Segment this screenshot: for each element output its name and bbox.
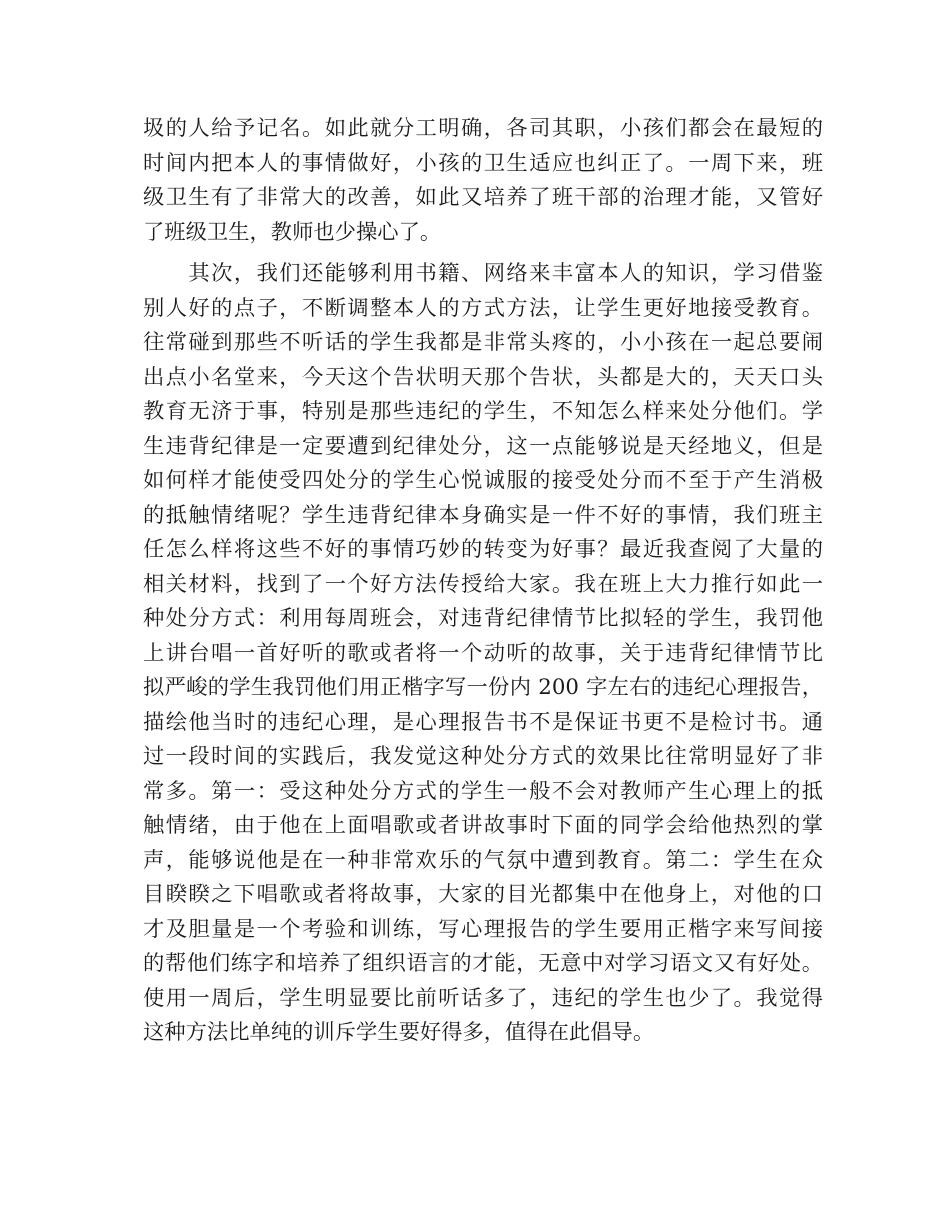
text-line: 使用一周后，学生明显要比前听话多了，违纪的学生也少了。我觉得	[143, 985, 823, 1011]
text-line: 圾的人给予记名。如此就分工明确，各司其职，小孩们都会在最短的	[143, 116, 823, 141]
text-line: 其次，我们还能够利用书籍、网络来丰富本人的知识，学习借鉴	[143, 261, 823, 286]
text-line: 常多。第一：受这种处分方式的学生一般不会对教师产生心理上的抵	[143, 778, 823, 804]
text-line: 这种方法比单纯的训斥学生要好得多，值得在此倡导。	[143, 1020, 655, 1045]
text-line: 描绘他当时的违纪心理，是心理报告书不是保证书更不是检讨书。通	[143, 709, 823, 735]
text-line: 往常碰到那些不听话的学生我都是非常头疼的，小小孩在一起总要闹	[143, 330, 823, 355]
text-line: 了班级卫生，教师也少操心了。	[143, 219, 442, 245]
text-line: 教育无济于事，特别是那些违纪的学生，不知怎么样来处分他们。学	[143, 399, 823, 424]
text-line: 拟严峻的学生我罚他们用正楷字写一份内 200 字左右的违纪心理报告，	[143, 675, 823, 700]
text-line: 的抵触情绪呢？学生违背纪律本身确实是一件不好的事情，我们班主	[143, 502, 823, 528]
text-line: 生违背纪律是一定要遭到纪律处分，这一点能够说是天经地义，但是	[143, 433, 823, 459]
text-line: 目睽睽之下唱歌或者将故事，大家的目光都集中在他身上，对他的口	[143, 882, 823, 907]
text-line: 过一段时间的实践后，我发觉这种处分方式的效果比往常明显好了非	[143, 744, 823, 769]
body-text	[143, 112, 823, 1051]
paragraph-spacing	[143, 250, 823, 257]
text-line: 别人好的点子，不断调整本人的方式方法，让学生更好地接受教育。	[143, 295, 823, 321]
paragraph-1	[143, 112, 823, 250]
text-line: 时间内把本人的事情做好，小孩的卫生适应也纠正了。一周下来，班	[143, 150, 823, 176]
text-line: 种处分方式：利用每周班会，对违背纪律情节比拟轻的学生，我罚他	[143, 606, 823, 631]
text-line: 的帮他们练字和培养了组织语言的才能，无意中对学习语文又有好处。	[143, 951, 823, 976]
text-line: 上讲台唱一首好听的歌或者将一个动听的故事，关于违背纪律情节比	[143, 640, 823, 666]
text-line: 相关材料，找到了一个好方法传授给大家。我在班上大力推行如此一	[143, 571, 823, 597]
text-line: 如何样才能使受四处分的学生心悦诚服的接受处分而不至于产生消极	[143, 468, 823, 493]
paragraph-2	[143, 257, 823, 1051]
text-line: 级卫生有了非常大的改善，如此又培养了班干部的治理才能，又管好	[143, 185, 823, 210]
text-line: 声，能够说他是在一种非常欢乐的气氛中遭到教育。第二：学生在众	[143, 847, 823, 873]
text-line: 触情绪，由于他在上面唱歌或者讲故事时下面的同学会给他热烈的掌	[143, 813, 823, 838]
text-line: 才及胆量是一个考验和训练，写心理报告的学生要用正楷字来写间接	[143, 916, 823, 942]
text-line: 出点小名堂来，今天这个告状明天那个告状，头都是大的，天天口头	[143, 364, 823, 390]
text-line: 任怎么样将这些不好的事情巧妙的转变为好事？最近我查阅了大量的	[143, 537, 823, 562]
